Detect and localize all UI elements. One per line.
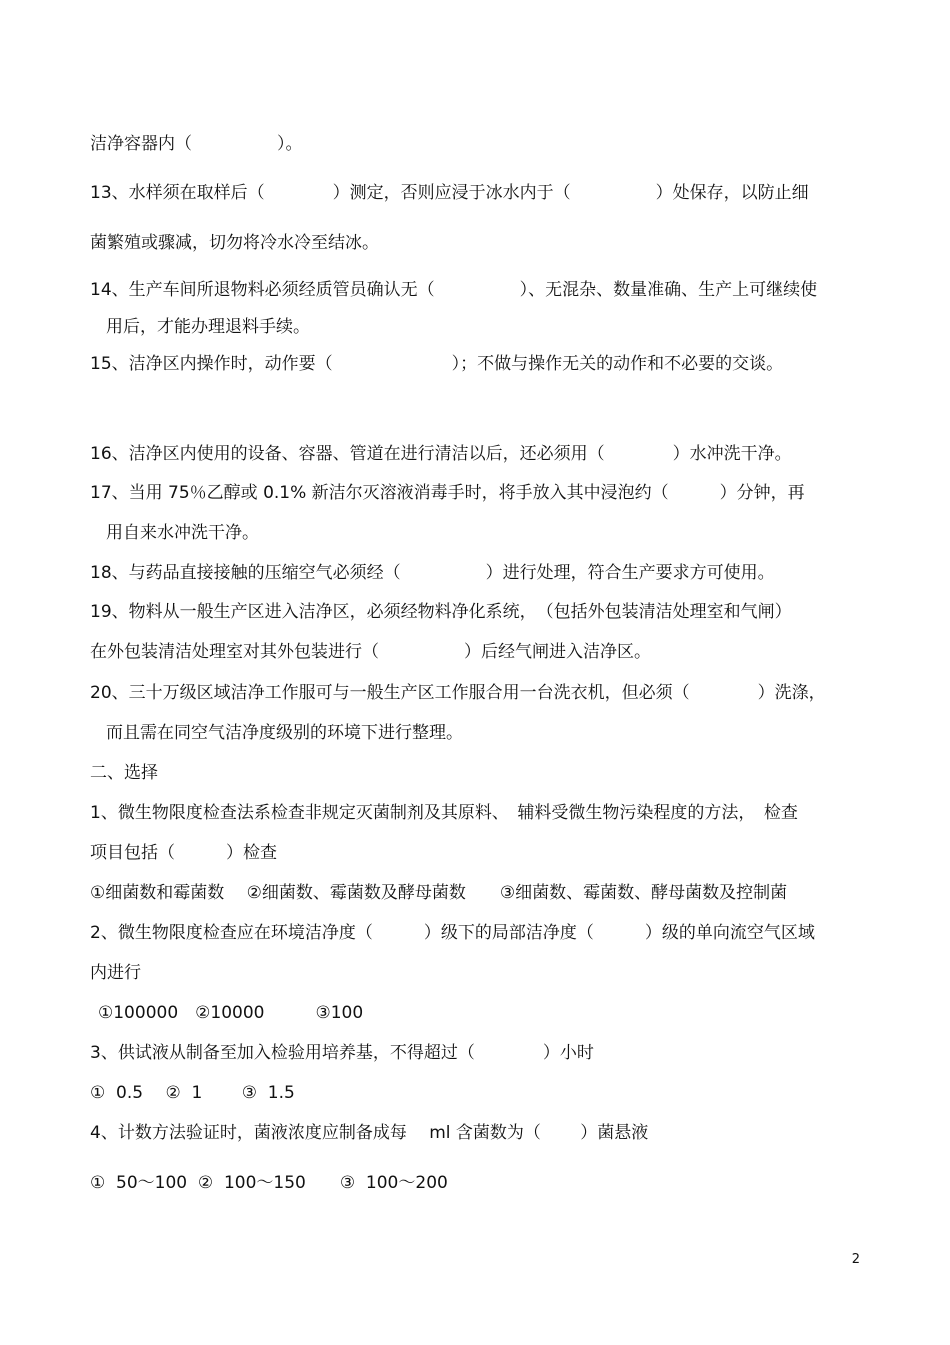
choice-2-line-1: 2、微生物限度检查应在环境洁净度（ ）级下的局部洁净度（ ）级的单向流空气区域 [90,923,815,943]
page-number: 2 [851,1252,860,1267]
choice-4: 4、计数方法验证时，菌液浓度应制备成每 ml 含菌数为（ ）菌悬液 [90,1123,649,1143]
question-13-line-2: 菌繁殖或骤减，切勿将冷水冷至结冰。 [90,233,379,253]
text-line: 洁净容器内（ ）。 [90,134,303,154]
section-heading: 二、选择 [90,763,158,783]
question-13-line-1: 13、水样须在取样后（ ）测定，否则应浸于冰水内于（ ）处保存，以防止细 [90,183,809,203]
choice-3: 3、供试液从制备至加入检验用培养基，不得超过（ ）小时 [90,1043,594,1063]
question-18: 18、与药品直接接触的压缩空气必须经（ ）进行处理，符合生产要求方可使用。 [90,563,775,583]
question-14-line-1: 14、生产车间所退物料必须经质管员确认无（ ）、无混杂、数量准确、生产上可继续使 [90,280,818,300]
choice-2-options: ①100000 ②10000 ③100 [98,1003,364,1023]
question-20-line-2: 而且需在同空气洁净度级别的环境下进行整理。 [106,723,463,743]
question-14-line-2: 用后，才能办理退料手续。 [106,317,310,337]
question-16: 16、洁净区内使用的设备、容器、管道在进行清洁以后，还必须用（ ）水冲洗干净。 [90,444,792,464]
question-20-line-1: 20、三十万级区域洁净工作服可与一般生产区工作服合用一台洗衣机，但必须（ ）洗涤， [90,683,826,703]
question-17-line-1: 17、当用 75％乙醇或 0.1% 新洁尔灭溶液消毒手时，将手放入其中浸泡约（ ）分钟，再 [90,483,805,503]
choice-3-options: ① 0.5 ② 1 ③ 1.5 [90,1083,295,1103]
choice-4-options: ① 50～100 ② 100～150 ③ 100～200 [90,1173,448,1193]
question-17-line-2: 用自来水冲洗干净。 [106,523,259,543]
question-19-line-1: 19、物料从一般生产区进入洁净区，必须经物料净化系统， （包括外包装清洁处理室和气闸） [90,602,792,622]
choice-1-options: ①细菌数和霉菌数 ②细菌数、霉菌数及酵母菌数 ③细菌数、霉菌数、酵母菌数及控制菌 [90,883,788,903]
question-19-line-2: 在外包装清洁处理室对其外包装进行（ ）后经气闸进入洁净区。 [90,642,651,662]
question-15: 15、洁净区内操作时，动作要（ ）；不做与操作无关的动作和不必要的交谈。 [90,354,784,374]
choice-1-line-2: 项目包括（ ）检查 [90,843,277,863]
choice-1-line-1: 1、微生物限度检查法系检查非规定灭菌制剂及其原料、 辅料受微生物污染程度的方法， 检查 [90,803,798,823]
choice-2-line-2: 内进行 [90,963,141,983]
